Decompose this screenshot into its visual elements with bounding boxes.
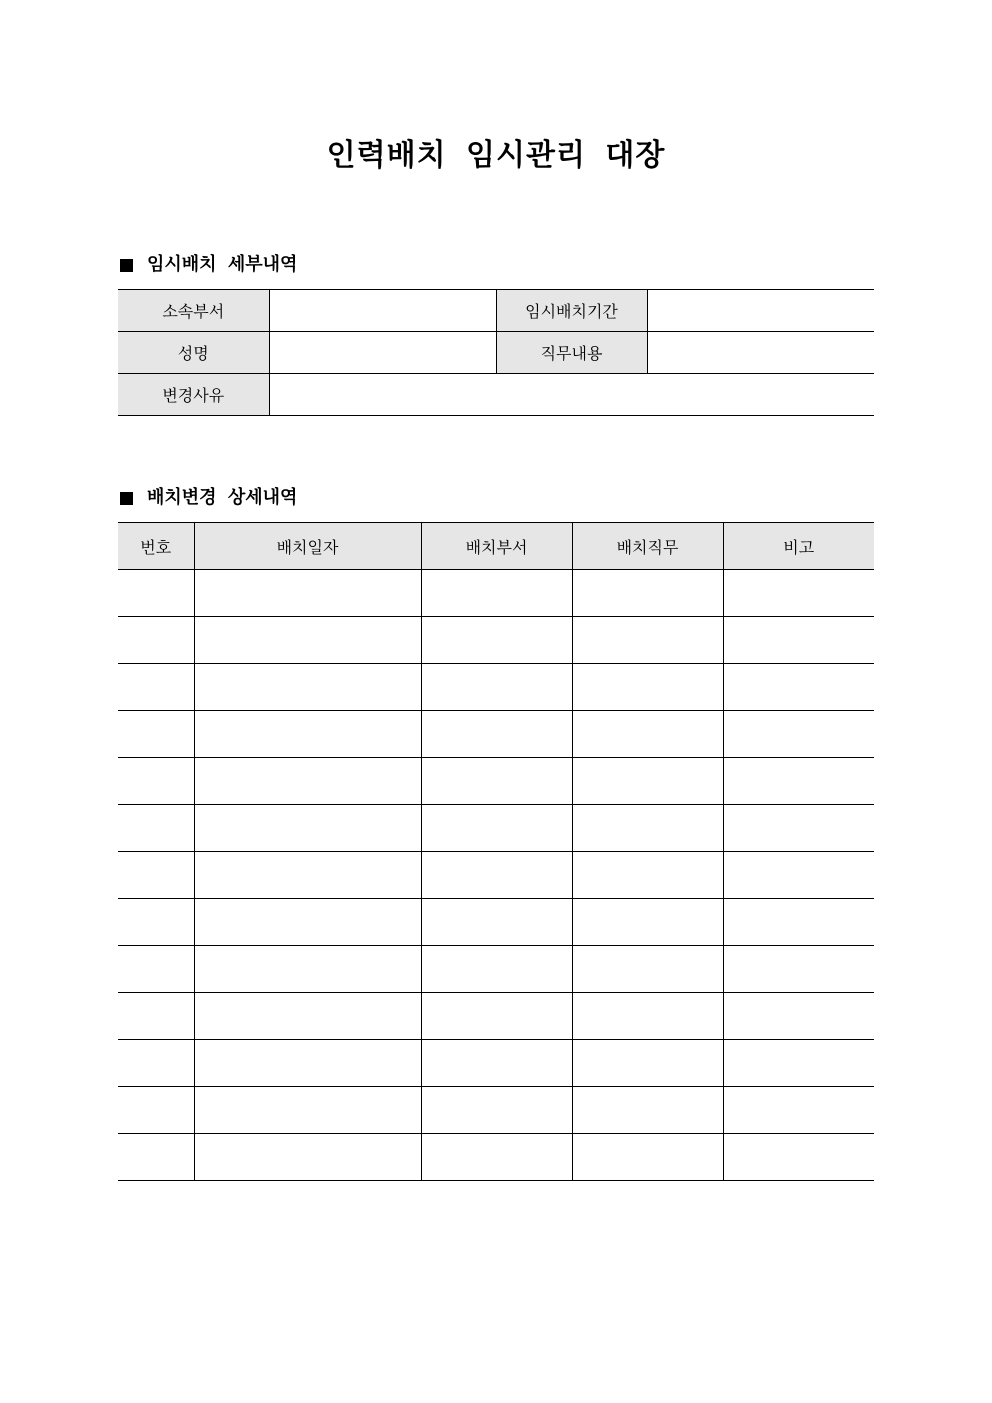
table-header-row (118, 523, 874, 570)
column-header-duty: 배치직무 (572, 523, 723, 570)
table-row (118, 1040, 874, 1087)
cell-remarks[interactable] (723, 946, 874, 993)
cell-duty[interactable] (572, 570, 723, 617)
cell-duty[interactable] (572, 1040, 723, 1087)
cell-department[interactable] (421, 993, 572, 1040)
label-department: 소속부서 (118, 290, 269, 332)
table-row (118, 664, 874, 711)
cell-number[interactable] (118, 946, 194, 993)
cell-remarks[interactable] (723, 570, 874, 617)
cell-duty[interactable] (572, 899, 723, 946)
cell-number[interactable] (118, 993, 194, 1040)
cell-number[interactable] (118, 852, 194, 899)
period-field[interactable] (647, 290, 874, 332)
table-row (118, 899, 874, 946)
square-bullet-icon (120, 492, 133, 505)
section-heading-text: 임시배치 세부내역 (147, 254, 298, 275)
cell-department[interactable] (421, 946, 572, 993)
cell-date[interactable] (194, 711, 421, 758)
cell-department[interactable] (421, 664, 572, 711)
table-row (118, 1134, 874, 1181)
cell-number[interactable] (118, 570, 194, 617)
cell-department[interactable] (421, 617, 572, 664)
cell-remarks[interactable] (723, 1040, 874, 1087)
cell-duty[interactable] (572, 758, 723, 805)
cell-remarks[interactable] (723, 1134, 874, 1181)
section-heading-placement-details (118, 252, 297, 278)
cell-department[interactable] (421, 852, 572, 899)
cell-number[interactable] (118, 1040, 194, 1087)
cell-date[interactable] (194, 570, 421, 617)
cell-number[interactable] (118, 899, 194, 946)
cell-department[interactable] (421, 1134, 572, 1181)
cell-date[interactable] (194, 758, 421, 805)
cell-remarks[interactable] (723, 899, 874, 946)
cell-duty[interactable] (572, 1134, 723, 1181)
column-header-date: 배치일자 (194, 523, 421, 570)
change-history-table (118, 522, 874, 1181)
table-row (118, 374, 874, 416)
cell-number[interactable] (118, 758, 194, 805)
cell-department[interactable] (421, 1040, 572, 1087)
section-heading-change-history (118, 485, 297, 511)
cell-number[interactable] (118, 664, 194, 711)
cell-duty[interactable] (572, 993, 723, 1040)
name-field[interactable] (269, 332, 496, 374)
cell-date[interactable] (194, 946, 421, 993)
table-row (118, 617, 874, 664)
cell-remarks[interactable] (723, 664, 874, 711)
duty-field[interactable] (647, 332, 874, 374)
column-header-remarks: 비고 (723, 523, 874, 570)
cell-department[interactable] (421, 711, 572, 758)
square-bullet-icon (120, 259, 133, 272)
table-row (118, 570, 874, 617)
table-row (118, 805, 874, 852)
cell-department[interactable] (421, 805, 572, 852)
label-period: 임시배치기간 (496, 290, 647, 332)
table-row (118, 290, 874, 332)
page-title: 인력배치 임시관리 대장 (326, 138, 666, 173)
cell-department[interactable] (421, 570, 572, 617)
cell-duty[interactable] (572, 664, 723, 711)
cell-duty[interactable] (572, 711, 723, 758)
column-header-department: 배치부서 (421, 523, 572, 570)
cell-duty[interactable] (572, 617, 723, 664)
change-history-body (118, 570, 874, 1181)
cell-duty[interactable] (572, 1087, 723, 1134)
cell-department[interactable] (421, 758, 572, 805)
section-heading-text: 배치변경 상세내역 (147, 487, 298, 508)
cell-date[interactable] (194, 1134, 421, 1181)
cell-number[interactable] (118, 711, 194, 758)
column-header-number: 번호 (118, 523, 194, 570)
reason-field[interactable] (269, 374, 874, 416)
cell-number[interactable] (118, 805, 194, 852)
table-row (118, 758, 874, 805)
cell-date[interactable] (194, 1087, 421, 1134)
cell-remarks[interactable] (723, 617, 874, 664)
cell-date[interactable] (194, 664, 421, 711)
table-row (118, 711, 874, 758)
cell-date[interactable] (194, 852, 421, 899)
cell-duty[interactable] (572, 946, 723, 993)
cell-department[interactable] (421, 1087, 572, 1134)
table-row (118, 1087, 874, 1134)
label-reason: 변경사유 (118, 374, 269, 416)
cell-remarks[interactable] (723, 993, 874, 1040)
placement-details-table (118, 289, 874, 416)
cell-date[interactable] (194, 805, 421, 852)
cell-number[interactable] (118, 1087, 194, 1134)
cell-date[interactable] (194, 993, 421, 1040)
cell-remarks[interactable] (723, 852, 874, 899)
label-name: 성명 (118, 332, 269, 374)
table-row (118, 993, 874, 1040)
cell-remarks[interactable] (723, 1087, 874, 1134)
cell-date[interactable] (194, 899, 421, 946)
cell-number[interactable] (118, 1134, 194, 1181)
cell-date[interactable] (194, 1040, 421, 1087)
cell-duty[interactable] (572, 805, 723, 852)
cell-remarks[interactable] (723, 711, 874, 758)
cell-department[interactable] (421, 899, 572, 946)
table-row (118, 946, 874, 993)
cell-remarks[interactable] (723, 758, 874, 805)
cell-number[interactable] (118, 617, 194, 664)
label-duty: 직무내용 (496, 332, 647, 374)
table-row (118, 852, 874, 899)
cell-duty[interactable] (572, 852, 723, 899)
table-row (118, 332, 874, 374)
cell-remarks[interactable] (723, 805, 874, 852)
department-field[interactable] (269, 290, 496, 332)
cell-date[interactable] (194, 617, 421, 664)
